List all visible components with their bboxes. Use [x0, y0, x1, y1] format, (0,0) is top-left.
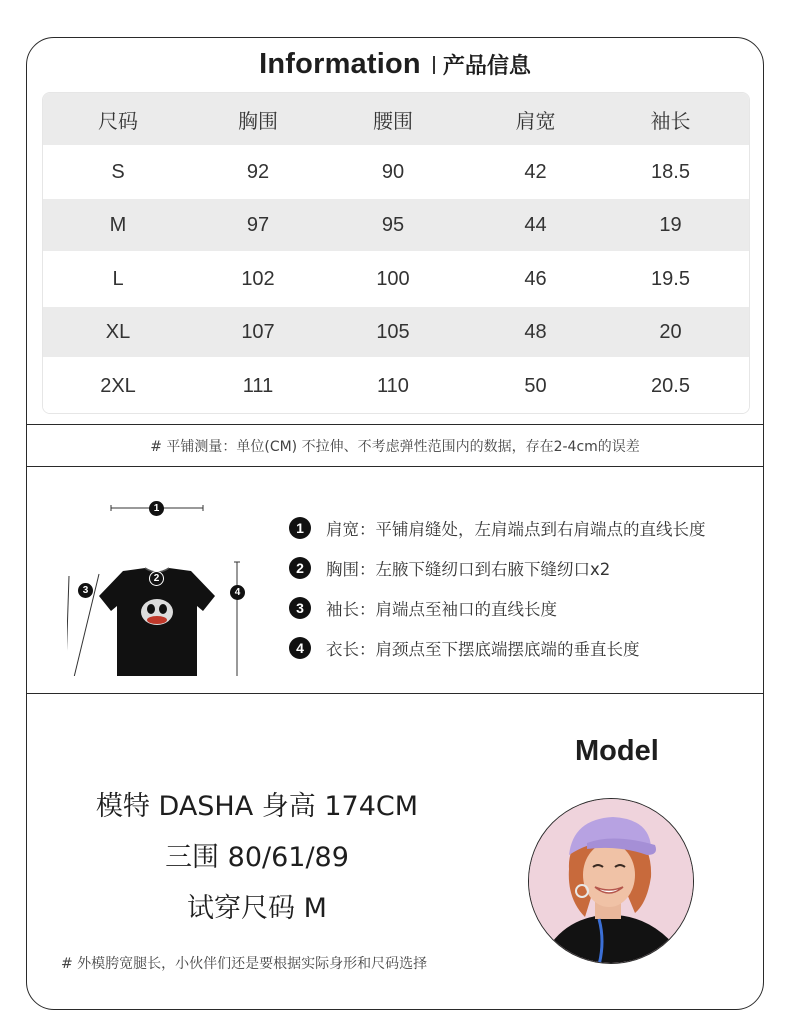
- cell-waist: 110: [377, 374, 409, 397]
- header-size: 尺码: [98, 108, 138, 133]
- legend-item: [289, 508, 706, 548]
- cell-chest: 102: [241, 267, 275, 290]
- title-cn: 产品信息: [442, 54, 531, 79]
- cell-sleeve: 20: [659, 320, 682, 343]
- cell-size: XL: [105, 320, 131, 343]
- model-note: # 外模胯宽腿长，小伙伴们还是要根据实际身形和尺码选择: [61, 956, 428, 972]
- diagram-marker-2: 2: [149, 571, 164, 586]
- cell-size: L: [112, 267, 124, 290]
- table-row: [43, 251, 749, 307]
- diagram-marker-4: 4: [230, 585, 245, 600]
- diagram-marker-3: 3: [78, 583, 93, 598]
- model-measurements: 三围 80/61/89: [165, 842, 349, 873]
- header-shoulder: 肩宽: [515, 108, 556, 133]
- cell-waist: 90: [381, 160, 405, 183]
- legend-number: 3: [289, 597, 311, 619]
- cell-size: M: [109, 213, 127, 236]
- header-waist: 腰围: [373, 108, 413, 133]
- cell-waist: 100: [376, 267, 410, 290]
- cell-shoulder: 50: [524, 374, 547, 397]
- legend-item: [289, 548, 706, 588]
- model-avatar: [528, 798, 694, 964]
- table-header-row: [43, 93, 749, 145]
- model-try-size: 试穿尺码 M: [187, 893, 327, 924]
- legend-number: 1: [289, 517, 311, 539]
- cell-shoulder: 44: [524, 213, 547, 236]
- cell-chest: 111: [242, 374, 274, 397]
- cell-shoulder: 46: [524, 267, 547, 290]
- model-info: [57, 784, 457, 937]
- cell-size: S: [111, 160, 125, 183]
- cell-sleeve: 20.5: [651, 374, 690, 397]
- divider-top: [27, 424, 763, 425]
- header-sleeve: 袖长: [650, 108, 691, 133]
- legend-item: [289, 588, 706, 628]
- header-chest: 胸围: [238, 108, 278, 133]
- cell-shoulder: 48: [524, 320, 547, 343]
- cell-chest: 92: [246, 160, 270, 183]
- cell-sleeve: 19.5: [651, 267, 690, 290]
- cell-sleeve: 19: [659, 213, 682, 236]
- divider-mid: [27, 466, 763, 467]
- section-title: [27, 48, 763, 88]
- table-row: [43, 199, 749, 251]
- measure-note: # 平铺测量：单位(CM) 不拉伸、不考虑弹性范围内的数据，存在2-4cm的误差: [150, 439, 640, 455]
- cell-shoulder: 42: [524, 160, 547, 183]
- legend-text: 肩宽：平铺肩缝处，左肩端点到右肩端点的直线长度: [326, 520, 706, 539]
- divider-bottom: [27, 693, 763, 694]
- info-card: [26, 37, 764, 1010]
- table-row: [43, 357, 749, 414]
- cell-chest: 97: [246, 213, 270, 236]
- cell-sleeve: 18.5: [651, 160, 690, 183]
- model-photo: [529, 799, 694, 964]
- legend-number: 2: [289, 557, 311, 579]
- model-name-height: 模特 DASHA 身高 174CM: [95, 791, 419, 822]
- size-table: [42, 92, 750, 414]
- legend-text: 袖长：肩端点至袖口的直线长度: [326, 600, 557, 619]
- model-title: Model: [575, 735, 659, 767]
- legend-item: [289, 628, 706, 668]
- legend-text: 胸围：左腋下缝纫口到右腋下缝纫口x2: [326, 560, 611, 579]
- measure-legend: [289, 508, 706, 668]
- cell-size: 2XL: [100, 374, 136, 397]
- cell-waist: 105: [376, 320, 410, 343]
- title-en: Information: [259, 48, 421, 80]
- cell-chest: 107: [241, 320, 275, 343]
- legend-text: 衣长：肩颈点至下摆底端摆底端的垂直长度: [326, 640, 640, 659]
- title-divider: [433, 56, 435, 74]
- table-row: [43, 145, 749, 199]
- cell-waist: 95: [381, 213, 405, 236]
- diagram-marker-1: 1: [149, 501, 164, 516]
- legend-number: 4: [289, 637, 311, 659]
- table-row: [43, 307, 749, 357]
- tshirt-measure-diagram: [67, 496, 247, 676]
